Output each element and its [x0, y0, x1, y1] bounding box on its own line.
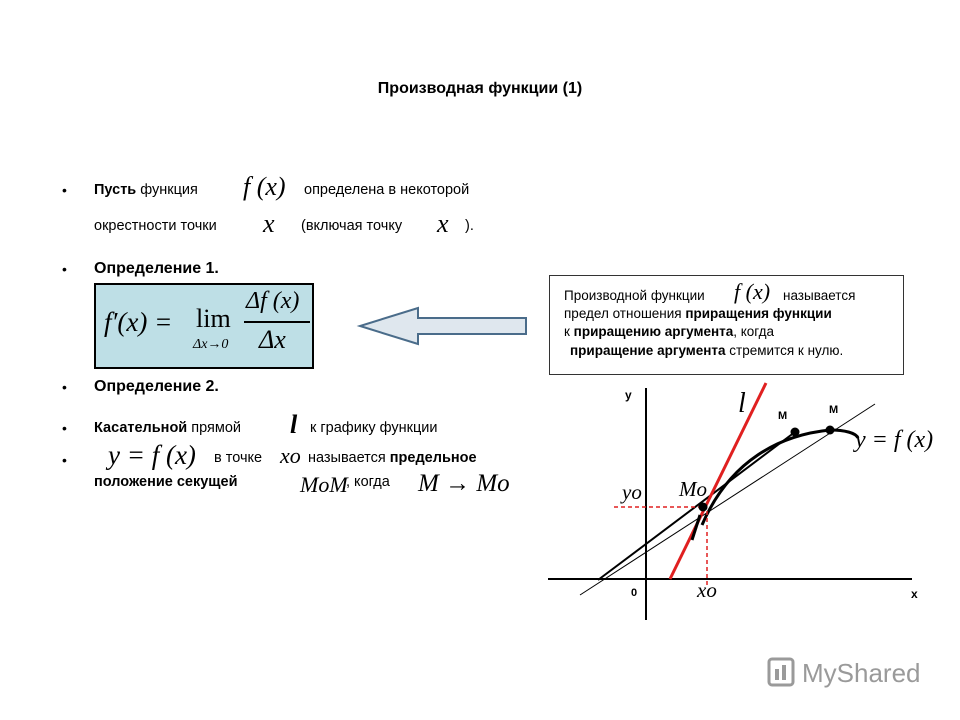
intro-text-5: ).: [465, 218, 474, 234]
callout-text-2a: предел отношения: [564, 306, 686, 321]
callout-text-3a: к: [564, 324, 574, 339]
tangent-graph: [540, 380, 930, 625]
graph-x0-label: xo: [697, 578, 717, 602]
callout-text-1b: называется: [783, 288, 856, 303]
definition-1-label: Определение 1.: [94, 260, 219, 277]
intro-let-word: Пусть: [94, 182, 137, 198]
graph-tangent-l-label: l: [738, 388, 746, 419]
point-m0: [699, 503, 708, 512]
graph-m0-label: Mo: [679, 477, 707, 501]
secant-line-thick: [598, 432, 795, 580]
limit-m-to-m0: M → Mo: [418, 470, 510, 497]
intro-f-of-x: f (x): [243, 172, 286, 201]
tangent-x0: xo: [280, 443, 301, 468]
function-curve: [702, 430, 858, 525]
bullet: •: [62, 452, 67, 468]
point-m-1: [791, 428, 800, 437]
tangent-text-6: положение секущей: [94, 474, 238, 490]
callout-text-3b: приращению аргумента: [573, 324, 734, 339]
tangent-dark-segment: [692, 515, 700, 540]
formula-lim-sub: Δx→0: [193, 337, 229, 352]
callout-line-3: [564, 324, 774, 339]
formula-lhs: f′(x) =: [104, 307, 173, 337]
intro-text-2: определена в некоторой: [304, 182, 470, 198]
page-title: Производная функции (1): [377, 80, 583, 97]
definition-2-label: Определение 2.: [94, 378, 219, 395]
graph-origin-label: 0: [631, 587, 638, 599]
formula-denominator: Δx: [259, 325, 286, 354]
presentation-logo-icon: [767, 657, 797, 689]
bullet: •: [62, 420, 67, 436]
graph-function-label: y = f (x): [855, 427, 934, 453]
tangent-text-4: называется: [308, 450, 390, 466]
callout-text-1a: Производной функции: [564, 288, 705, 303]
tangent-text-5: предельное: [389, 450, 477, 466]
tangent-text-7: , когда: [346, 474, 390, 490]
callout-line-4: [570, 343, 843, 358]
callout-text-3c: , когда: [733, 324, 775, 339]
graph-m-label-2: M: [829, 404, 839, 416]
tangent-l-symbol: l: [290, 410, 298, 439]
tangent-text-3: в точке: [214, 450, 263, 466]
tangent-text-4-line: [308, 450, 477, 466]
callout-text-4a: приращение аргумента: [570, 343, 726, 358]
bullet: •: [62, 182, 67, 198]
callout-text-2b: приращения функции: [685, 306, 832, 321]
intro-text-1: функция: [136, 182, 198, 198]
intro-text-4: (включая точку: [301, 218, 403, 234]
graph-y0-label: yo: [622, 480, 642, 504]
formula-numerator: Δf (x): [246, 288, 300, 314]
formula-lim: lim: [196, 304, 231, 333]
bullet: •: [62, 261, 67, 277]
point-m-2: [826, 426, 835, 435]
derivative-formula-box: [94, 283, 314, 369]
callout-f-of-x: f (x): [734, 279, 771, 304]
callout-line-1: [564, 288, 705, 303]
intro-x-2: x: [437, 209, 449, 238]
callout-line-2: [564, 306, 832, 321]
derivative-definition-callout: [549, 275, 904, 375]
intro-line-1a: [94, 182, 198, 198]
tangent-word: Касательной: [94, 420, 188, 436]
graph-m-label-1: M: [778, 410, 788, 422]
bullet: •: [62, 379, 67, 395]
tangent-text-2: к графику функции: [310, 420, 438, 436]
tangent-line-1: [94, 420, 241, 436]
secant-m0m: MoM: [300, 472, 348, 497]
graph-x-axis-label: x: [911, 587, 918, 601]
callout-text-4b: стремится к нулю.: [725, 343, 844, 358]
intro-text-3: окрестности точки: [94, 218, 217, 234]
graph-y-axis-label: y: [625, 388, 632, 402]
watermark-text: MyShared: [802, 658, 921, 688]
fraction-bar: [244, 321, 310, 323]
tangent-text-1: прямой: [187, 420, 241, 436]
left-arrow-icon: [356, 304, 528, 348]
tangent-function-eq: y = f (x): [108, 440, 196, 470]
intro-x-1: x: [263, 209, 275, 238]
